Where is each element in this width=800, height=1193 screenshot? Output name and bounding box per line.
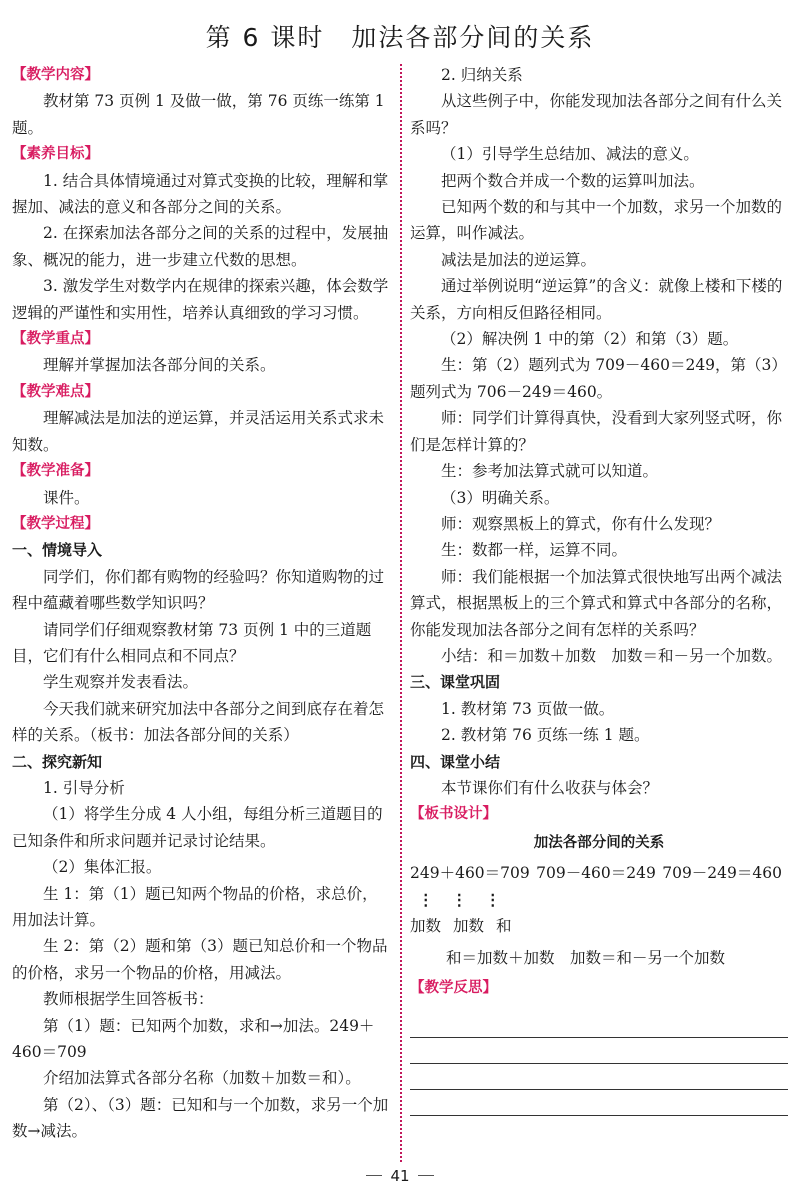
board-part-names: [410, 913, 788, 939]
board-part-name: 和: [496, 916, 512, 935]
paragraph: 2. 归纳关系: [441, 66, 523, 84]
paragraph: 教师根据学生回答板书：: [43, 990, 214, 1009]
paragraph: 生 2：第（2）题和第（3）题已知总价和一个物品的价格，求另一个物品的价格，用减法。: [12, 937, 388, 982]
footer-dash: [366, 1175, 382, 1176]
paragraph: （1）引导学生总结加、减法的意义。: [441, 145, 699, 164]
right-column: [410, 62, 788, 1116]
board-part-name: 加数: [410, 916, 442, 935]
paragraph: 把两个数合并成一个数的运算叫加法。: [441, 171, 705, 190]
writing-line[interactable]: [410, 1012, 788, 1038]
board-dots: [410, 887, 788, 913]
section-tag: 【素养目标】: [12, 146, 99, 163]
paragraph: 第（1）题：已知两个加数，求和→加法。249＋460＝709: [12, 1016, 375, 1062]
paragraph: 请同学们仔细观察教材第 73 页例 1 中的三道题目，它们有什么相同点和不同点？: [12, 620, 372, 665]
section-tag: 【教学准备】: [12, 463, 99, 480]
paragraph: 师：我们能根据一个加法算式很快地写出两个减法算式，根据黑板上的三个算式和算式中各部分的名称，你能发现加法各部分之间有怎样的关系吗？: [410, 567, 783, 639]
paragraph: 师：同学们计算得真快，没看到大家列竖式呀，你们是怎样计算的？: [410, 409, 783, 454]
paragraph: 理解减法是加法的逆运算，并灵活运用关系式求未知数。: [12, 409, 385, 454]
reflection-lines: [410, 1012, 788, 1116]
vertical-ellipsis-icon: ⋮: [418, 889, 434, 909]
paragraph: 生：第（2）题列式为 709－460＝249，第（3）题列式为 706－249＝460。: [410, 356, 787, 401]
section-tag: 【教学重点】: [12, 331, 99, 348]
paragraph: 本节课你们有什么收获与体会？: [441, 778, 659, 797]
paragraph: 同学们，你们都有购物的经验吗？你知道购物的过程中蕴藏着哪些数学知识吗？: [12, 567, 385, 613]
paragraph: 小结：和＝加数＋加数 加数＝和－另一个加数。: [441, 646, 783, 665]
paragraph: 已知两个数的和与其中一个加数，求另一个加数的运算，叫作减法。: [410, 198, 783, 243]
paragraph: 生：参考加法算式就可以知道。: [441, 462, 659, 481]
paragraph: 从这些例子中，你能发现加法各部分之间有什么关系吗？: [410, 92, 783, 137]
reflection-tag: 【教学反思】: [410, 980, 497, 997]
paragraph: 介绍加法算式各部分名称（加数＋加数＝和）。: [43, 1069, 361, 1088]
paragraph: 今天我们就来研究加法中各部分之间到底存在着怎样的关系。（板书：加法各部分间的关系）: [12, 699, 385, 745]
board-title: 加法各部分间的关系: [533, 834, 665, 851]
paragraph: （2）解决例 1 中的第（2）和第（3）题。: [441, 330, 739, 349]
section-tag: 【教学难点】: [12, 383, 99, 400]
vertical-ellipsis-icon: ⋮: [451, 889, 467, 909]
paragraph: 生 1：第（1）题已知两个物品的价格，求总价，用加法计算。: [12, 884, 378, 929]
paragraph: 1. 引导分析: [43, 778, 125, 797]
board-equation: 709－460＝249: [536, 864, 656, 883]
page-number: 41: [390, 1166, 410, 1185]
paragraph: （1）将学生分成 4 人小组，每组分析三道题目的已知条件和所求问题并记录讨论结果。: [12, 805, 383, 850]
paragraph: 2. 教材第 76 页练一练 1 题。: [441, 726, 650, 745]
paragraph: 1. 教材第 73 页做一做。: [441, 699, 615, 718]
paragraph: 生：数都一样，运算不同。: [441, 541, 628, 560]
writing-line[interactable]: [410, 1090, 788, 1116]
section-tag: 【教学内容】: [12, 67, 99, 83]
section-heading: 四、课堂小结: [410, 752, 501, 771]
left-column: [12, 62, 392, 1145]
paragraph: 学生观察并发表看法。: [43, 673, 199, 692]
board-design: [410, 830, 788, 972]
paragraph: 3. 激发学生对数学内在规律的探索兴趣，体会数学逻辑的严谨性和实用性，培养认真细致的学习习惯。: [12, 277, 389, 322]
board-summary: 和＝加数＋加数 加数＝和－另一个加数: [446, 949, 726, 967]
board-equation: 249＋460＝709: [410, 864, 530, 883]
section-heading: 二、探究新知: [12, 752, 103, 771]
paragraph: 第（2）、（3）题：已知和与一个加数，求另一个加数→减法。: [12, 1095, 389, 1141]
paragraph: 通过举例说明“逆运算”的含义：就像上楼和下楼的关系，方向相反但路径相同。: [410, 277, 783, 322]
column-divider: [400, 64, 402, 1162]
board-part-name: 加数: [453, 916, 485, 935]
paragraph: 2. 在探索加法各部分之间的关系的过程中，发展抽象、概况的能力，进一步建立代数的思想。: [12, 224, 389, 269]
paragraph: （3）明确关系。: [441, 488, 560, 507]
section-tag: 【板书设计】: [410, 806, 497, 823]
paragraph: （2）集体汇报。: [43, 858, 162, 877]
paragraph: 师：观察黑板上的算式，你有什么发现？: [441, 514, 721, 533]
right-column-text: [410, 62, 788, 828]
paragraph: 课件。: [43, 488, 90, 507]
board-equations: [410, 860, 788, 886]
page-title: 第 6 课时 加法各部分间的关系: [205, 23, 595, 52]
paragraph: 教材第 73 页例 1 及做一做，第 76 页练一练第 1 题。: [12, 92, 385, 137]
paragraph: 理解并掌握加法各部分间的关系。: [43, 356, 276, 375]
section-heading: 一、情境导入: [12, 541, 103, 560]
section-tag: 【教学过程】: [12, 515, 99, 532]
vertical-ellipsis-icon: ⋮: [485, 889, 501, 909]
section-heading: 三、课堂巩固: [410, 673, 501, 692]
page-number-footer: [0, 1162, 800, 1185]
paragraph: 减法是加法的逆运算。: [441, 250, 597, 269]
board-equation: 709－249＝460: [662, 864, 782, 883]
paragraph: 1. 结合具体情境通过对算式变换的比较，理解和掌握加、减法的意义和各部分之间的关系。: [12, 171, 389, 217]
footer-dash: [418, 1175, 434, 1176]
writing-line[interactable]: [410, 1064, 788, 1090]
writing-line[interactable]: [410, 1038, 788, 1064]
